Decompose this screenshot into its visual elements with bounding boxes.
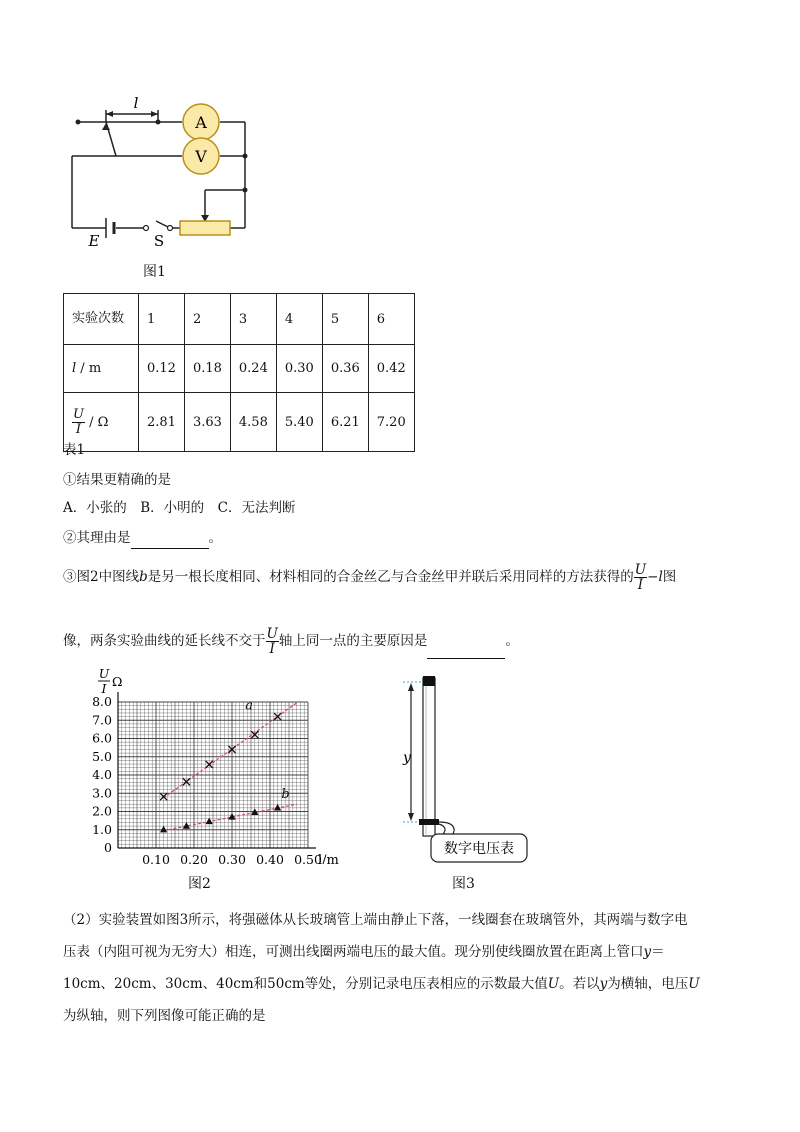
coil xyxy=(419,819,439,825)
x-tick-label: 0.50 xyxy=(294,852,322,864)
table-cell: 0.36 xyxy=(322,345,368,393)
question-2: ②其理由是 。 xyxy=(63,528,222,549)
table-cell: 5.40 xyxy=(276,393,322,452)
table-cell: 6 xyxy=(368,294,414,345)
switch-label: S xyxy=(153,232,165,250)
table-cell: 0.30 xyxy=(276,345,322,393)
x-tick-label: 0.40 xyxy=(256,852,284,864)
question-1-options: A．小张的 B．小明的 C．无法判断 xyxy=(63,500,296,516)
y-tick-label: 3.0 xyxy=(92,785,112,801)
emf-label: E xyxy=(88,232,100,250)
y-tick-label: 6.0 xyxy=(92,730,112,746)
x-axis-label: l/m xyxy=(318,853,339,864)
part2-line2: 压表（内阻可视为无穷大）相连，可测出线圈两端电压的最大值。现分别使线圈放置在距离上管口y＝ xyxy=(63,944,665,960)
question-3-line2: 像，两条实验曲线的延长线不交于 $\frac{U}{I}$ 轴上同一点的主要原因是 。 xyxy=(63,626,519,657)
line-b-label: b xyxy=(281,786,290,802)
part2-line4: 为纵轴，则下列图像可能正确的是 xyxy=(63,1008,266,1024)
table-cell: 2.81 xyxy=(139,393,185,452)
table-cell: 2 xyxy=(184,294,230,345)
table-cell: 5 xyxy=(322,294,368,345)
table-cell: 0.12 xyxy=(139,345,185,393)
table-cell: 0.24 xyxy=(230,345,276,393)
x-tick-label: 0.20 xyxy=(180,852,208,864)
y-tick-label: 1.0 xyxy=(92,821,112,837)
table-cell: 4 xyxy=(276,294,322,345)
y-label: y xyxy=(403,750,411,766)
y-label-numerator: U xyxy=(98,666,110,681)
answer-blank xyxy=(427,624,505,659)
part2-line3: 10cm、20cm、30cm、40cm和50cm等处，分别记录电压表相应的示数最大值U。若以y为横轴，电压U xyxy=(63,976,700,992)
table-cell: 7.20 xyxy=(368,393,414,452)
table-cell: 3 xyxy=(230,294,276,345)
table-cell: 0.18 xyxy=(184,345,230,393)
y-tick-label: 8.0 xyxy=(92,694,112,709)
y-label-denominator: I xyxy=(101,681,107,696)
row-header-trials: 实验次数 xyxy=(64,294,139,345)
question-3-line1: ③图2中图线b是另一根长度相同、材料相同的合金丝乙与合金丝甲并联后采用同样的方法获得的 $\frac{U}{I}$ −l图 xyxy=(63,562,677,593)
data-point-b xyxy=(274,804,281,811)
y-label-unit: Ω xyxy=(112,674,123,689)
y-tick-label: 2.0 xyxy=(92,803,112,819)
table-cell: 0.42 xyxy=(368,345,414,393)
table-row-length xyxy=(64,345,415,393)
x-tick-label: 0.10 xyxy=(142,852,170,864)
circuit-diagram xyxy=(60,90,260,250)
data-table xyxy=(63,293,415,452)
magnet xyxy=(423,676,435,686)
length-label: l xyxy=(133,94,139,112)
line-a-label: a xyxy=(245,698,254,714)
table-caption: 表1 xyxy=(63,442,86,458)
row-header-ui: $\frac{U}{I}$ / Ω xyxy=(64,393,139,452)
part2-line1: （2）实验装置如图3所示，将强磁体从长玻璃管上端由静止下落，一线圈套在玻璃管外，其两端与数字电 xyxy=(63,912,688,928)
glass-tube-diagram xyxy=(395,672,535,867)
table-row-ui xyxy=(64,393,415,452)
fig3-caption: 图3 xyxy=(452,876,475,892)
table-row-trials xyxy=(64,294,415,345)
x-tick-label: 0.30 xyxy=(218,852,246,864)
fig2-caption: 图2 xyxy=(188,876,211,892)
y-tick-label: 7.0 xyxy=(92,712,112,728)
question-1: ①结果更精确的是 xyxy=(63,472,171,488)
data-point-b xyxy=(206,818,213,825)
y-tick-label: 0 xyxy=(104,840,112,855)
ammeter-label: A xyxy=(195,113,207,132)
fig1-caption: 图1 xyxy=(143,264,166,280)
y-tick-label: 4.0 xyxy=(92,767,112,782)
table-cell: 6.21 xyxy=(322,393,368,452)
table-cell: 4.58 xyxy=(230,393,276,452)
y-tick-label: 5.0 xyxy=(92,748,112,764)
row-header-length: l / m xyxy=(64,345,139,393)
digital-voltmeter-label: 数字电压表 xyxy=(444,841,514,857)
table-cell: 1 xyxy=(139,294,185,345)
voltmeter-label: V xyxy=(195,147,207,166)
data-point-b xyxy=(160,826,167,833)
table-cell: 3.63 xyxy=(184,393,230,452)
answer-blank xyxy=(131,528,209,549)
ui-vs-length-chart xyxy=(60,664,360,864)
